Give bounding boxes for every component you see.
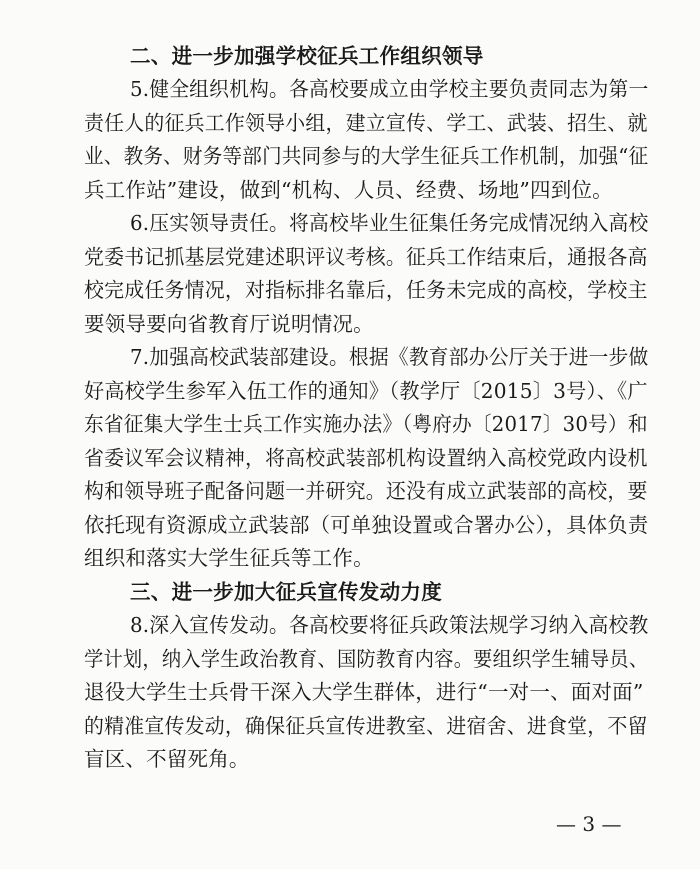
paragraph-7-line-4: 省委议军会议精神，将高校武装部机构设置纳入高校党政内设机	[84, 446, 648, 470]
paragraph-6-line-1: 6.压实领导责任。将高校毕业生征集任务完成情况纳入高校	[130, 211, 649, 235]
section-3-heading: 三、进一步加大征兵宣传发动力度	[130, 580, 442, 604]
paragraph-8-line-3: 退役大学生士兵骨干深入大学生群体，进行“一对一、面对面”	[84, 680, 644, 704]
paragraph-7-line-3: 东省征集大学生士兵工作实施办法》（粤府办〔2017〕30号）和	[84, 412, 648, 436]
paragraph-7-line-1: 7.加强高校武装部建设。根据《教育部办公厅关于进一步做	[130, 345, 649, 369]
paragraph-7-line-7: 组织和落实大学生征兵等工作。	[84, 546, 374, 570]
paragraph-8-line-5: 盲区、不留死角。	[84, 747, 250, 771]
paragraph-7-line-6: 依托现有资源成立武装部（可单独设置或合署办公），具体负责	[84, 513, 649, 537]
page-number: — 3 —	[556, 812, 622, 836]
paragraph-7-line-2: 好高校学生参军入伍工作的通知》（教学厅〔2015〕3号）、《广	[84, 379, 648, 403]
paragraph-5-line-4: 兵工作站”建设，做到“机构、人员、经费、场地”四到位。	[84, 178, 613, 202]
paragraph-5-line-1: 5.健全组织机构。各高校要成立由学校主要负责同志为第一	[130, 77, 649, 101]
paragraph-7-line-5: 构和领导班子配备问题一并研究。还没有成立武装部的高校，要	[84, 479, 648, 503]
paragraph-6-line-3: 校完成任务情况，对指标排名靠后，任务未完成的高校，学校主	[84, 278, 648, 302]
paragraph-8-line-1: 8.深入宣传发动。各高校要将征兵政策法规学习纳入高校教	[130, 613, 649, 637]
paragraph-8-line-2: 学计划，纳入学生政治教育、国防教育内容。要组织学生辅导员、	[84, 647, 649, 671]
paragraph-6-line-2: 党委书记抓基层党建述职评议考核。征兵工作结束后，通报各高	[84, 245, 648, 269]
paragraph-6-line-4: 要领导要向省教育厅说明情况。	[84, 312, 374, 336]
paragraph-5-line-3: 业、教务、财务等部门共同参与的大学生征兵工作机制，加强“征	[84, 144, 649, 168]
section-2-heading: 二、进一步加强学校征兵工作组织领导	[130, 44, 484, 68]
paragraph-5-line-2: 责任人的征兵工作领导小组，建立宣传、学工、武装、招生、就	[84, 111, 648, 135]
paragraph-8-line-4: 的精准宣传发动，确保征兵宣传进教室、进宿舍、进食堂，不留	[84, 714, 648, 738]
